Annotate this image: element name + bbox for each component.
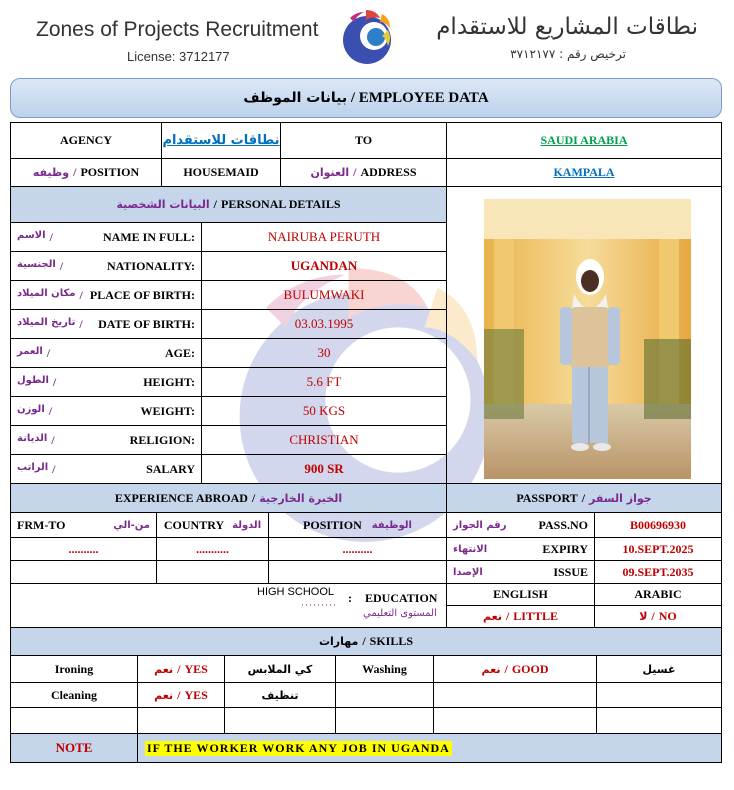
- education-underline: ·········: [301, 600, 337, 610]
- passport-header: PASSPORT / جواز السفر: [447, 484, 721, 513]
- education-label-ar: المستوى التعليمي: [363, 608, 437, 619]
- personal-label-row: [11, 397, 202, 426]
- personal-label-ar: العمر: [17, 345, 43, 357]
- personal-value: NAIRUBA PERUTH: [202, 223, 447, 252]
- pass-no-value: B00696930: [595, 513, 721, 538]
- skill-empty-1: [336, 683, 434, 708]
- skill-ironing: Ironing: [11, 656, 138, 683]
- exp-row2-position: [269, 561, 447, 584]
- personal-label-ar: الطول: [17, 374, 49, 386]
- arabic-level: لا / NO: [595, 606, 721, 628]
- personal-label-sep: /: [49, 229, 53, 244]
- personal-label-ar: مكان الميلاد: [17, 287, 76, 299]
- personal-label-ar: تاريخ الميلاد: [17, 316, 76, 328]
- personal-label-ar: الاسم: [17, 229, 46, 241]
- personal-label-en: PLACE OF BIRTH:: [89, 287, 195, 302]
- personal-label-sep: /: [51, 432, 55, 447]
- skill-cleaning-ar: تنظيف: [225, 683, 336, 708]
- personal-value: BULUMWAKI: [202, 281, 447, 310]
- to-label: TO: [281, 123, 447, 159]
- personal-label-row: [11, 223, 202, 252]
- exp-frm-to-header: FRM-TO من-الي: [11, 513, 157, 538]
- expiry-value: 10.SEPT.2025: [595, 538, 721, 561]
- title-sep: /: [347, 90, 359, 106]
- personal-label-en: NATIONALITY:: [106, 258, 195, 273]
- agency-label: AGENCY: [11, 123, 162, 159]
- personal-label-sep: /: [46, 345, 51, 360]
- license-ar: ترخيص رقم : ٣٧١٢١٧٧: [510, 47, 626, 61]
- skill-washing-ar: غسيل: [597, 656, 721, 683]
- position-label: وظيفه / POSITION: [11, 159, 162, 187]
- skill-empty-6: [225, 708, 336, 734]
- note-cell: [138, 734, 721, 762]
- personal-label-row: [11, 455, 202, 484]
- company-logo-icon: [336, 6, 398, 68]
- personal-label-row: [11, 339, 202, 368]
- english-label: ENGLISH: [447, 584, 595, 606]
- exp-row1-country: ...........: [157, 538, 269, 561]
- position-value: HOUSEMAID: [162, 159, 281, 187]
- letterhead: [0, 0, 734, 74]
- skill-empty-2: [434, 683, 597, 708]
- personal-label-sep: /: [52, 461, 56, 476]
- agency-value-text: نطاقات للاستقدام: [162, 133, 280, 148]
- personal-label-en: HEIGHT:: [143, 374, 195, 389]
- skill-cleaning-value: نعم / YES: [138, 683, 225, 708]
- skill-washing-value: نعم / GOOD: [434, 656, 597, 683]
- personal-label-row: [11, 368, 202, 397]
- personal-value: UGANDAN: [202, 252, 447, 281]
- personal-label-sep: /: [59, 258, 64, 273]
- note-text: IF THE WORKER WORK ANY JOB IN UGANDA: [147, 740, 450, 755]
- skill-empty-5: [138, 708, 225, 734]
- skill-cleaning: Cleaning: [11, 683, 138, 708]
- title-ar: بيانات الموظف: [243, 90, 348, 106]
- personal-label-en: WEIGHT:: [140, 403, 195, 418]
- title-en: EMPLOYEE DATA: [358, 90, 489, 106]
- personal-label-sep: /: [79, 316, 83, 331]
- education-colon: :: [348, 591, 352, 605]
- english-level: نعم / LITTLE: [447, 606, 595, 628]
- skill-empty-3: [597, 683, 721, 708]
- exp-row1-position: ..........: [269, 538, 447, 561]
- issue-label: الإصدا ISSUE: [447, 561, 595, 584]
- skill-empty-9: [597, 708, 721, 734]
- education-label: EDUCATION: [365, 591, 438, 605]
- company-name-en: Zones of Projects Recruitment: [36, 18, 319, 41]
- personal-label-en: NAME IN FULL:: [103, 229, 195, 244]
- personal-label-en: AGE:: [165, 345, 195, 360]
- address-value: KAMPALA: [447, 159, 721, 187]
- personal-label-ar: الراتب: [17, 461, 49, 473]
- employee-data-banner: [10, 78, 722, 118]
- skill-empty-8: [434, 708, 597, 734]
- personal-label-sep: /: [48, 403, 53, 418]
- to-value: [447, 123, 721, 159]
- personal-value: 30: [202, 339, 447, 368]
- personal-label-en: SALARY: [146, 461, 195, 476]
- personal-label-row: [11, 310, 202, 339]
- personal-value: 900 SR: [202, 455, 447, 484]
- personal-label-ar: الجنسية: [17, 258, 56, 270]
- exp-row2-frm-to: [11, 561, 157, 584]
- personal-label-row: [11, 252, 202, 281]
- personal-value: 50 KGS: [202, 397, 447, 426]
- personal-label-en: RELIGION:: [129, 432, 195, 447]
- personal-label-sep: /: [79, 287, 83, 302]
- company-name-ar: نطاقات المشاريع للاستقدام: [436, 14, 698, 40]
- exp-row2-country: [157, 561, 269, 584]
- personal-value: CHRISTIAN: [202, 426, 447, 455]
- exp-row1-frm-to: ..........: [11, 538, 157, 561]
- personal-label-sep: /: [52, 374, 57, 389]
- exp-position-header: POSITION الوظيفة: [269, 513, 447, 538]
- expiry-label: الانتهاء EXPIRY: [447, 538, 595, 561]
- personal-value: 03.03.1995: [202, 310, 447, 339]
- personal-label-ar: الوزن: [17, 403, 45, 415]
- personal-label-row: [11, 281, 202, 310]
- experience-header: EXPERIENCE ABROAD / الخبرة الخارجية: [11, 484, 447, 513]
- skill-washing: Washing: [336, 656, 434, 683]
- arabic-label: ARABIC: [595, 584, 721, 606]
- to-value-text: SAUDI ARABIA: [540, 133, 628, 147]
- agency-value: [162, 123, 281, 159]
- skill-ironing-ar: كي الملابس: [225, 656, 336, 683]
- personal-label-row: [11, 426, 202, 455]
- skill-ironing-value: نعم / YES: [138, 656, 225, 683]
- personal-label-en: DATE OF BIRTH:: [98, 316, 195, 331]
- skill-empty-7: [336, 708, 434, 734]
- skills-header: مهارات / SKILLS: [11, 628, 721, 656]
- exp-country-header: COUNTRY الدولة: [157, 513, 269, 538]
- issue-value: 09.SEPT.2035: [595, 561, 721, 584]
- personal-details-header: البيانات الشخصية / PERSONAL DETAILS: [11, 187, 447, 223]
- pass-no-label: رقم الجواز PASS.NO: [447, 513, 595, 538]
- address-label: العنوان / ADDRESS: [281, 159, 447, 187]
- employee-photo: [484, 199, 691, 479]
- skill-empty-4: [11, 708, 138, 734]
- note-label: NOTE: [11, 734, 138, 762]
- personal-value: 5.6 FT: [202, 368, 447, 397]
- education-cell: [11, 584, 447, 628]
- personal-label-ar: الديانة: [17, 432, 48, 444]
- license-en: License: 3712177: [127, 49, 230, 64]
- education-value: HIGH SCHOOL: [257, 586, 335, 598]
